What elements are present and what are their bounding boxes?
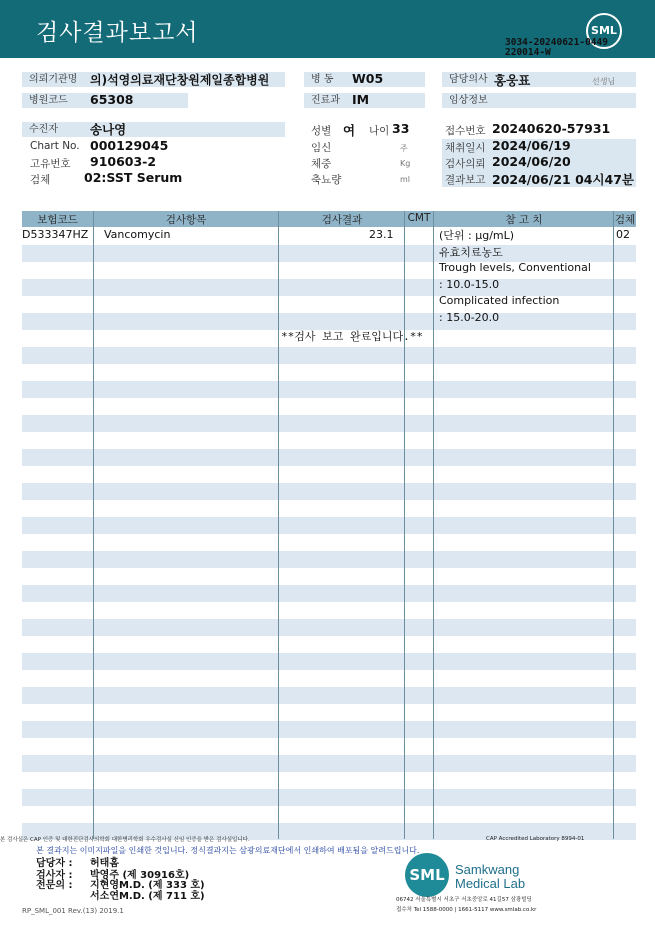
report-label: 결과보고 xyxy=(445,174,486,186)
revision: RP_SML_001 Rev.(13) 2019.1 xyxy=(22,907,124,915)
specimen-value: 02:SST Serum xyxy=(84,170,183,185)
patient-name: 송나영 xyxy=(90,122,127,137)
ward-value: W05 xyxy=(352,71,384,86)
clinical-label: 임상정보 xyxy=(449,95,488,106)
specimen-label: 검체 xyxy=(30,174,51,186)
age-label: 나이 xyxy=(369,125,390,137)
table-stripe xyxy=(22,347,636,364)
table-stripe xyxy=(22,483,636,500)
staff-role: 담당자 : xyxy=(36,858,73,869)
hospcode-label: 병원코드 xyxy=(29,95,68,106)
table-stripe xyxy=(22,449,636,466)
chart-label: Chart No. xyxy=(30,140,80,152)
dept-label: 진료과 xyxy=(311,95,340,106)
table-stripe xyxy=(22,517,636,534)
table-stripe xyxy=(22,619,636,636)
receipt-label: 접수번호 xyxy=(445,125,486,137)
contact: 접수처 Tel 1588-0000 | 1661-5117 www.smlab.co.kr xyxy=(396,907,537,913)
row-item: Vancomycin xyxy=(104,228,171,241)
col-header-code: 보험코드 xyxy=(37,214,78,226)
cert-note: 본 검사실은 CAP 인증 및 대한진단검사의학회 대한병리학회 우수검사실 신임 인증을 받은 검사실입니다. xyxy=(0,837,250,843)
doc-number-2: 220014-W xyxy=(505,47,551,58)
cap-note: CAP Accredited Laboratory 8994-01 xyxy=(486,836,585,842)
urine-unit: ml xyxy=(400,175,411,184)
reference-line: (단위 : μg/mL) xyxy=(439,229,515,242)
weight-label: 체중 xyxy=(311,158,332,170)
id-label: 고유번호 xyxy=(30,158,71,170)
col-header-item: 검사항목 xyxy=(165,214,207,226)
table-stripe xyxy=(22,585,636,602)
request-label: 검사의뢰 xyxy=(445,158,486,170)
col-header-specimen: 검체 xyxy=(614,214,636,226)
clinical-label-box xyxy=(442,93,636,108)
notice: 본 결과지는 이미지파일을 인쇄한 것입니다. 정식결과지는 삼광의료재단에서 인쇄하여 배포됨을 알려드립니다. xyxy=(36,846,420,855)
divider xyxy=(404,211,405,839)
page-title: 검사결과보고서 xyxy=(36,20,199,46)
sml-logo-icon: SML xyxy=(405,853,449,897)
table-stripe xyxy=(22,415,636,432)
col-header-result: 검사결과 xyxy=(321,214,363,226)
doctor-name: 홍웅표 xyxy=(494,73,531,88)
table-stripe xyxy=(22,245,636,262)
report-value: 2024/06/21 04시47분 xyxy=(492,172,635,187)
table-stripe xyxy=(22,381,636,398)
weight-unit: Kg xyxy=(400,159,411,168)
preg-label: 임신 xyxy=(311,142,332,154)
sex-label: 성별 xyxy=(311,125,332,137)
hospital-label: 의뢰기관명 xyxy=(29,74,78,85)
address: 06742 서울특별시 서초구 서초중앙로 41길57 삼광빌딩 xyxy=(396,897,532,903)
sml-logo-icon: SML xyxy=(586,13,622,49)
request-value: 2024/06/20 xyxy=(492,154,571,169)
dept-value: IM xyxy=(352,92,370,107)
table-stripe xyxy=(22,653,636,670)
row-specimen: 02 xyxy=(616,228,630,241)
hospital-name: 의)석영의료재단창원제일종합병원 xyxy=(90,73,270,87)
reference-line: 유효치료농도 xyxy=(439,246,503,259)
staff-role: 전문의 : xyxy=(36,880,73,891)
col-header-cmt: CMT xyxy=(407,212,431,224)
col-header-reference: 참 고 치 xyxy=(505,214,543,226)
divider xyxy=(613,211,614,839)
collect-label: 채취일시 xyxy=(445,142,486,154)
table-stripe xyxy=(22,789,636,806)
reference-line: : 10.0-15.0 xyxy=(439,278,500,291)
urine-label: 축뇨량 xyxy=(311,174,342,186)
table-stripe xyxy=(22,687,636,704)
sex-value: 여 xyxy=(343,123,356,138)
staff-name: 지현영M.D. (제 333 호) xyxy=(90,880,205,891)
table-stripe xyxy=(22,551,636,568)
reference-line: Complicated infection xyxy=(439,294,560,307)
table-stripe xyxy=(22,721,636,738)
divider xyxy=(433,211,434,839)
name-label: 수진자 xyxy=(29,124,58,135)
staff-name: 서소연M.D. (제 711 호) xyxy=(90,891,205,902)
brand-name: Medical Lab xyxy=(455,876,526,891)
staff-name: 박영주 (제 30916호) xyxy=(90,870,190,881)
reference-line: : 15.0-20.0 xyxy=(439,311,500,324)
chart-value: 000129045 xyxy=(90,138,169,153)
row-result: 23.1 xyxy=(369,228,394,241)
report-complete-note: **검사 보고 완료입니다.** xyxy=(281,330,423,343)
collect-value: 2024/06/19 xyxy=(492,138,571,153)
preg-unit: 주 xyxy=(400,144,408,153)
row-code: D533347HZ xyxy=(22,228,89,241)
divider xyxy=(278,211,279,839)
hospcode-value: 65308 xyxy=(90,92,134,107)
divider xyxy=(93,211,94,839)
brand-name: Samkwang xyxy=(455,862,520,877)
age-value: 33 xyxy=(392,121,410,136)
doc-number: 3034-20240621-0449 xyxy=(505,37,608,48)
id-value: 910603-2 xyxy=(90,154,157,169)
reference-line: Trough levels, Conventional xyxy=(439,261,591,274)
name-label-box xyxy=(22,122,285,137)
staff-name: 허태홈 xyxy=(90,858,119,869)
receipt-value: 20240620-57931 xyxy=(492,121,611,136)
doctor-suffix: 선생님 xyxy=(592,77,616,86)
ward-label: 병 동 xyxy=(311,74,334,85)
doctor-label: 담당의사 xyxy=(449,74,488,85)
staff-role: 검사자 : xyxy=(36,870,73,881)
table-stripe xyxy=(22,755,636,772)
